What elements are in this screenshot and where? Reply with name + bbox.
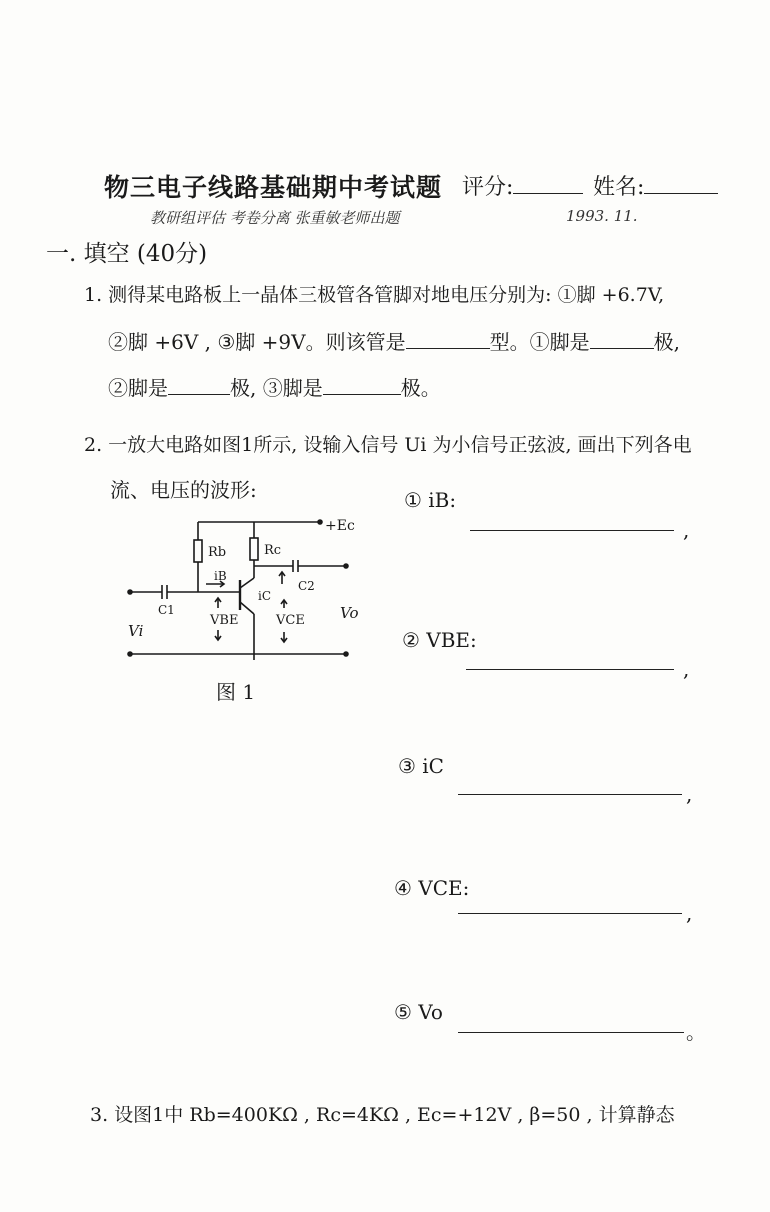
wave-line-vce <box>458 913 682 914</box>
q1-line3b: 极, ③脚是 <box>230 376 323 400</box>
q1-line2b: 型。①脚是 <box>489 330 590 354</box>
wave-label-vo: ⑤ Vo <box>394 1000 443 1024</box>
exam-date: 1993. 11. <box>566 207 638 225</box>
vbe-label: VBE <box>210 613 239 628</box>
rc-resistor <box>250 538 258 560</box>
q1-blank-pin3 <box>323 394 401 395</box>
name-label: 姓名: <box>593 175 645 200</box>
wave-end-vbe: , <box>683 657 690 681</box>
vo-label: Vo <box>340 604 358 622</box>
wave-line-ic <box>458 794 682 795</box>
score-blank <box>513 193 583 194</box>
wave-label-ic: ③ iC <box>398 754 444 778</box>
ib-label: iB <box>214 569 227 583</box>
wave-line-vo <box>458 1032 684 1033</box>
wave-label-vbe: ② VBE: <box>402 628 477 652</box>
section-heading: 一. 填空 (40分) <box>46 241 208 267</box>
vce-label: VCE <box>276 613 305 628</box>
wave-line-ib <box>470 530 674 531</box>
q1-line3c: 极。 <box>400 376 441 400</box>
c2-label: C2 <box>298 579 315 593</box>
exam-title: 物三电子线路基础期中考试题 <box>104 173 443 202</box>
q1-line2a: ②脚 +6V , ③脚 +9V。则该管是 <box>108 330 406 354</box>
circuit-diagram <box>118 512 358 682</box>
q3-line1: 3. 设图1中 Rb=400KΩ , Rc=4KΩ , Ec=+12V , β=50 , 计算静态 <box>90 1104 675 1126</box>
q1-line1: 1. 测得某电路板上一晶体三极管各管脚对地电压分别为: ①脚 +6.7V, <box>84 284 665 306</box>
rb-resistor <box>194 540 202 562</box>
q1-blank-type <box>406 348 490 349</box>
q1-blank-pin1 <box>590 348 654 349</box>
wave-end-ib: , <box>683 518 690 542</box>
q1-line3a: ②脚是 <box>108 376 168 400</box>
q1-line2 <box>108 326 680 355</box>
wave-line-vbe <box>466 669 674 670</box>
rc-label: Rc <box>264 543 282 558</box>
exam-note: 教研组评估 考卷分离 张重敏老师出题 <box>150 209 400 227</box>
wave-end-vo: 。 <box>686 1020 706 1044</box>
c1-label: C1 <box>158 603 175 617</box>
name-blank <box>644 193 718 194</box>
figure-caption: 图 1 <box>216 680 256 704</box>
wave-label-vce: ④ VCE: <box>394 876 470 900</box>
q1-line3 <box>108 372 441 401</box>
ec-label: +Ec <box>325 518 355 534</box>
score-label: 评分: <box>462 175 514 200</box>
wave-end-vce: , <box>686 901 693 925</box>
vi-label: Vi <box>128 622 144 640</box>
wave-label-ib: ① iB: <box>404 488 457 512</box>
q2-line2: 流、电压的波形: <box>110 478 257 502</box>
score-field <box>462 170 583 201</box>
rb-label: Rb <box>208 545 227 560</box>
wave-end-ic: , <box>686 782 693 806</box>
q1-line2c: 极, <box>653 330 680 354</box>
q2-line1: 2. 一放大电路如图1所示, 设输入信号 Ui 为小信号正弦波, 画出下列各电 <box>84 434 692 456</box>
q1-blank-pin2 <box>168 394 230 395</box>
name-field <box>593 170 718 201</box>
ic-label: iC <box>258 589 272 603</box>
